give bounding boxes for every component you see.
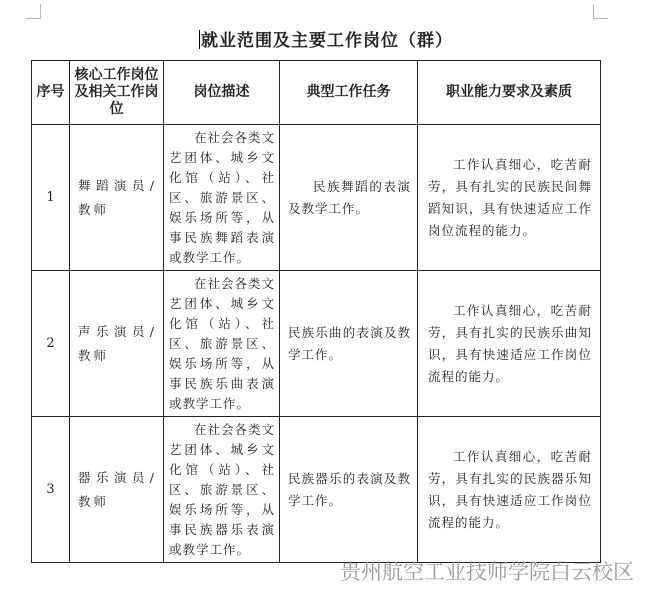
cell-task[interactable]: 民族乐曲的表演及教学工作。 (280, 271, 418, 417)
header-task[interactable]: 典型工作任务 (280, 61, 418, 125)
table-row (32, 125, 601, 271)
cell-task[interactable]: 民族器乐的表演及教学工作。 (280, 417, 418, 563)
cell-req[interactable]: 工作认真细心，吃苦耐劳，具有扎实的民族民间舞蹈知识，具有快速适应工作岗位流程的能力。 (418, 125, 601, 271)
table-row (32, 417, 601, 563)
cell-desc[interactable]: 在社会各类文艺团体、城乡文化馆（站）、社区、旅游景区、娱乐场所等，从事民族乐曲表演或教学工作。 (164, 271, 280, 417)
document-title[interactable]: 就业范围及主要工作岗位（群） (201, 31, 453, 51)
page-corner-mark-left (26, 4, 41, 19)
cell-seq[interactable]: 2 (32, 271, 70, 417)
document-title-container[interactable] (0, 26, 652, 51)
watermark-text: 贵州航空工业技师学院白云校区 (340, 560, 634, 584)
header-seq[interactable]: 序号 (32, 61, 70, 125)
header-desc[interactable]: 岗位描述 (164, 61, 280, 125)
header-req[interactable]: 职业能力要求及素质 (418, 61, 601, 125)
table-row (32, 271, 601, 417)
text-cursor (199, 30, 200, 49)
header-post[interactable]: 核心工作岗位及相关工作岗位 (70, 61, 164, 125)
cell-task[interactable]: 民族舞蹈的表演及教学工作。 (280, 125, 418, 271)
cell-post[interactable]: 舞蹈演员/教师 (70, 125, 164, 271)
cell-desc[interactable]: 在社会各类文艺团体、城乡文化馆（站）、社区、旅游景区、娱乐场所等，从事民族舞蹈表演或教学工作。 (164, 125, 280, 271)
cell-req[interactable]: 工作认真细心，吃苦耐劳，具有扎实的民族器乐知识，具有快速适应工作岗位流程的能力。 (418, 417, 601, 563)
page-corner-mark-right (593, 4, 608, 19)
cell-req[interactable]: 工作认真细心，吃苦耐劳，具有扎实的民族乐曲知识，具有快速适应工作岗位流程的能力。 (418, 271, 601, 417)
job-positions-table (31, 60, 601, 563)
cell-post[interactable]: 器乐演员/教师 (70, 417, 164, 563)
cell-desc[interactable]: 在社会各类文艺团体、城乡文化馆（站）、社区、旅游景区、娱乐场所等，从事民族器乐表演或教学工作。 (164, 417, 280, 563)
cell-post[interactable]: 声乐演员/教师 (70, 271, 164, 417)
cell-seq[interactable]: 3 (32, 417, 70, 563)
table-header-row (32, 61, 601, 125)
cell-seq[interactable]: 1 (32, 125, 70, 271)
